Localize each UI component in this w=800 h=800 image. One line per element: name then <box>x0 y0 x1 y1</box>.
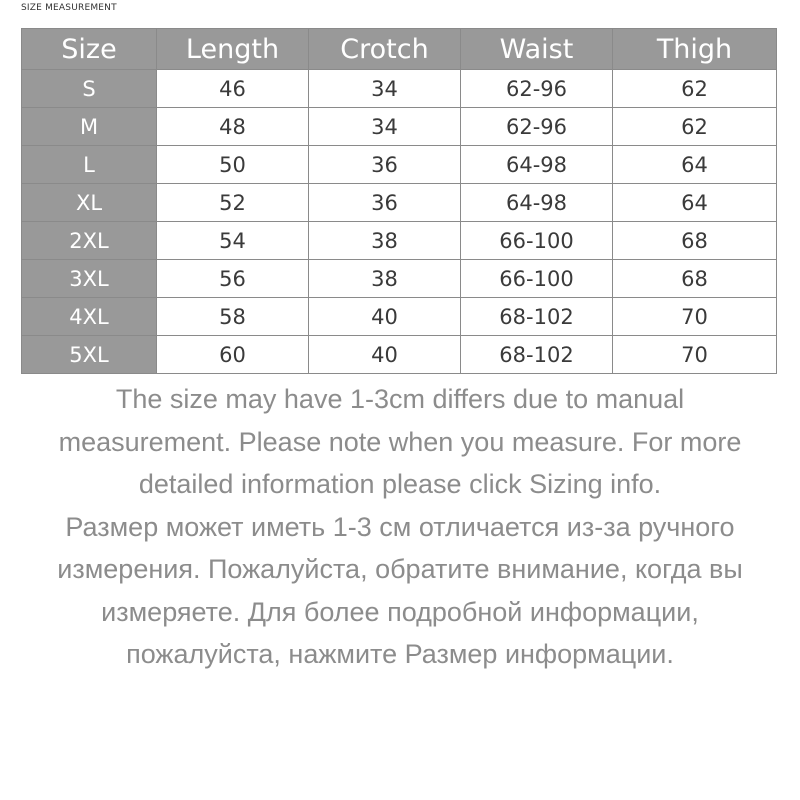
measurement-note <box>40 378 760 676</box>
table-row <box>22 260 777 298</box>
header-size: Size <box>22 29 157 70</box>
length-cell: 56 <box>157 260 309 298</box>
table-row <box>22 70 777 108</box>
size-label: S <box>22 70 157 108</box>
crotch-cell: 38 <box>309 260 461 298</box>
table-row <box>22 298 777 336</box>
waist-cell: 68-102 <box>461 298 613 336</box>
header-crotch: Crotch <box>309 29 461 70</box>
crotch-cell: 34 <box>309 108 461 146</box>
size-label: 3XL <box>22 260 157 298</box>
size-label: 4XL <box>22 298 157 336</box>
thigh-cell: 68 <box>613 222 777 260</box>
note-russian: Размер может иметь 1-3 см отличается из-за ручного измерения. Пожалуйста, обратите внимание, когда вы измеряете. Для более подробной информации, пожалуйста, нажмите Размер информации. <box>57 511 743 669</box>
size-label: M <box>22 108 157 146</box>
length-cell: 48 <box>157 108 309 146</box>
waist-cell: 64-98 <box>461 146 613 184</box>
waist-cell: 62-96 <box>461 70 613 108</box>
caption-title: SIZE MEASUREMENT <box>21 3 117 13</box>
length-cell: 50 <box>157 146 309 184</box>
crotch-cell: 34 <box>309 70 461 108</box>
crotch-cell: 40 <box>309 336 461 374</box>
thigh-cell: 70 <box>613 336 777 374</box>
length-cell: 54 <box>157 222 309 260</box>
size-label: 5XL <box>22 336 157 374</box>
waist-cell: 66-100 <box>461 260 613 298</box>
header-thigh: Thigh <box>613 29 777 70</box>
thigh-cell: 64 <box>613 146 777 184</box>
table-row <box>22 336 777 374</box>
crotch-cell: 40 <box>309 298 461 336</box>
waist-cell: 64-98 <box>461 184 613 222</box>
table-row <box>22 222 777 260</box>
header-length: Length <box>157 29 309 70</box>
length-cell: 52 <box>157 184 309 222</box>
length-cell: 58 <box>157 298 309 336</box>
thigh-cell: 70 <box>613 298 777 336</box>
waist-cell: 68-102 <box>461 336 613 374</box>
table-row <box>22 146 777 184</box>
crotch-cell: 36 <box>309 184 461 222</box>
size-label: XL <box>22 184 157 222</box>
thigh-cell: 68 <box>613 260 777 298</box>
waist-cell: 62-96 <box>461 108 613 146</box>
table-row <box>22 184 777 222</box>
size-label: 2XL <box>22 222 157 260</box>
table-row <box>22 108 777 146</box>
note-english: The size may have 1-3cm differs due to manual measurement. Please note when you measure. For more detailed information please click Sizing info. <box>58 384 742 499</box>
waist-cell: 66-100 <box>461 222 613 260</box>
length-cell: 46 <box>157 70 309 108</box>
size-label: L <box>22 146 157 184</box>
crotch-cell: 36 <box>309 146 461 184</box>
size-chart-table <box>21 28 777 374</box>
crotch-cell: 38 <box>309 222 461 260</box>
thigh-cell: 62 <box>613 108 777 146</box>
length-cell: 60 <box>157 336 309 374</box>
thigh-cell: 64 <box>613 184 777 222</box>
table-header-row <box>22 29 777 70</box>
thigh-cell: 62 <box>613 70 777 108</box>
header-waist: Waist <box>461 29 613 70</box>
